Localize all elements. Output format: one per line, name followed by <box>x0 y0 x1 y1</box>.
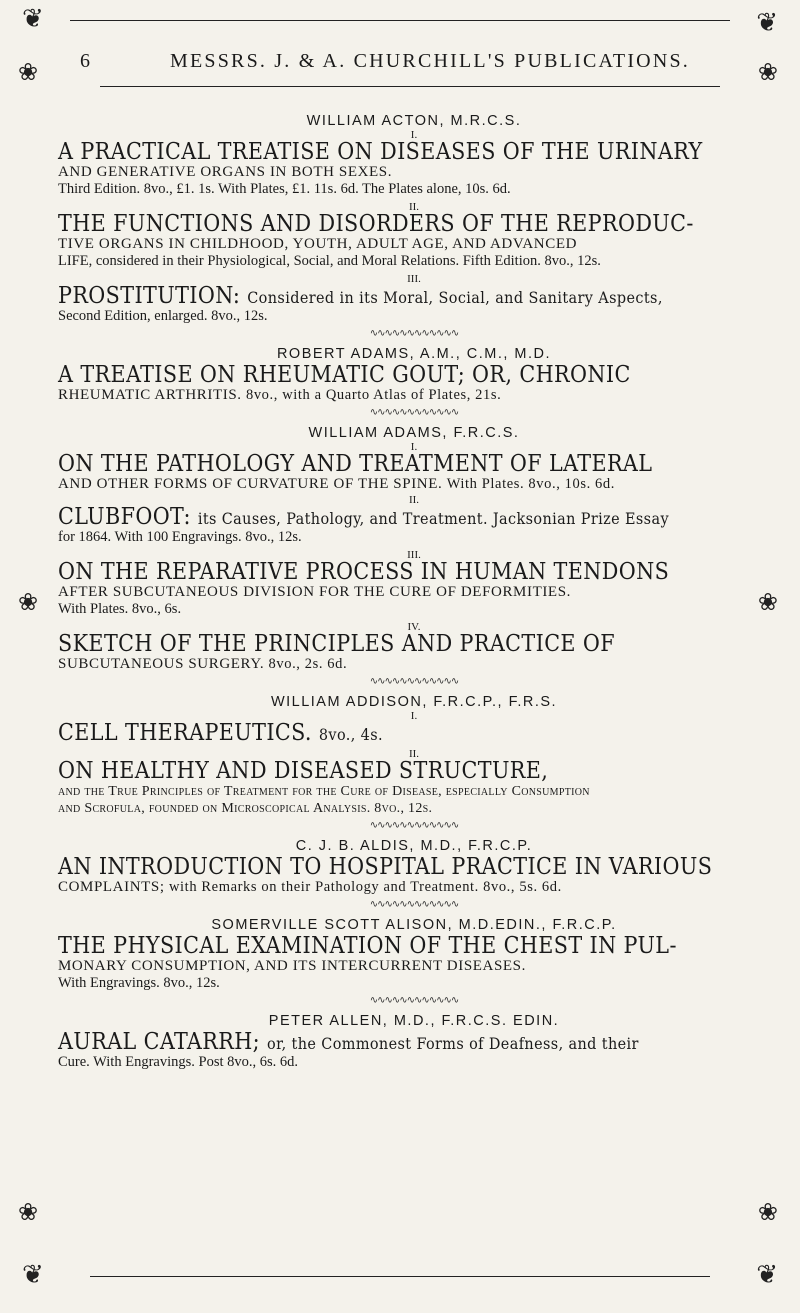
work-subtitle: 8vo., 4s. <box>318 725 383 744</box>
work-numeral: I. <box>410 129 418 141</box>
work-details: Second Edition, enlarged. 8vo., 12s. <box>58 308 268 324</box>
work-details: 8vo., with a Quarto Atlas of Plates, 21s. <box>245 387 502 403</box>
work-title: A TREATISE ON RHEUMATIC GOUT; OR, CHRONIC <box>58 362 631 388</box>
author-heading: C. J. B. ALDIS, M.D., F.R.C.P. <box>295 838 533 854</box>
catalogue-content <box>58 112 770 1071</box>
work-title: ON THE REPARATIVE PROCESS IN HUMAN TENDONS <box>58 559 670 585</box>
corner-ornament-bottom-right: ❦ <box>756 1260 778 1290</box>
work-numeral: I. <box>410 441 418 453</box>
work-title: SKETCH OF THE PRINCIPLES AND PRACTICE OF <box>58 631 616 657</box>
work-title-text: CLUBFOOT: <box>58 504 191 530</box>
work-title-text: PROSTITUTION: <box>58 283 241 309</box>
work-title <box>58 721 770 745</box>
page-number: 6 <box>80 50 92 72</box>
work-title: A PRACTICAL TREATISE ON DISEASES OF THE URINARY <box>58 139 703 165</box>
work-details: LIFE, considered in their Physiological, Social, and Moral Relations. Fifth Edition. 8vo., 12s. <box>58 253 601 269</box>
side-ornament-left-top: ❀ <box>18 58 39 86</box>
work-subtitle: AND GENERATIVE ORGANS IN BOTH SEXES. <box>58 164 393 180</box>
work-subtitle: TIVE ORGANS IN CHILDHOOD, YOUTH, ADULT AGE, AND ADVANCED <box>58 236 578 252</box>
work-subtitle-line <box>58 656 770 673</box>
work-subtitle: its Causes, Pathology, and Treatment. Jacksonian Prize Essay <box>197 509 669 528</box>
work-subtitle: RHEUMATIC ARTHRITIS. <box>58 387 242 403</box>
author-heading: WILLIAM ADDISON, F.R.C.P., F.R.S. <box>270 694 558 710</box>
work-numeral: II. <box>408 201 420 213</box>
work-details: With Engravings. 8vo., 12s. <box>58 975 220 991</box>
work-details: Cure. With Engravings. Post 8vo., 6s. 6d. <box>58 1054 299 1070</box>
work-details: 8vo., 2s. 6d. <box>268 656 348 672</box>
work-title: THE FUNCTIONS AND DISORDERS OF THE REPRODUC- <box>58 211 694 237</box>
side-ornament-right-bottom: ❀ <box>757 1198 778 1226</box>
author-heading: ROBERT ADAMS, A.M., C.M., M.D. <box>276 346 552 362</box>
work-subtitle: SUBCUTANEOUS SURGERY. <box>58 656 265 672</box>
work-numeral: III. <box>407 549 421 561</box>
corner-ornament-top-left: ❦ <box>22 4 44 34</box>
author-heading: SOMERVILLE SCOTT ALISON, M.D.EDIN., F.R.C.P. <box>211 917 617 933</box>
work-subtitle: and the True Principles of Treatment for the Cure of Disease, especially Consumption <box>58 784 590 799</box>
work-numeral: II. <box>408 748 420 760</box>
work-details: Third Edition. 8vo., £1. 1s. With Plates, £1. 11s. 6d. The Plates alone, 10s. 6d. <box>58 181 511 197</box>
header-rule <box>100 86 720 87</box>
side-ornament-left-mid: ❀ <box>18 588 39 616</box>
section-divider: ∿∿∿∿∿∿∿∿∿∿∿∿ <box>369 328 459 339</box>
work-details: With Plates. 8vo., 6s. <box>58 601 182 617</box>
work-subtitle: COMPLAINTS; <box>58 879 165 895</box>
author-heading: WILLIAM ADAMS, F.R.C.S. <box>308 425 520 441</box>
side-ornament-right-mid: ❀ <box>757 588 778 616</box>
work-title: AN INTRODUCTION TO HOSPITAL PRACTICE IN VARIOUS <box>58 854 713 880</box>
work-title: ON THE PATHOLOGY AND TREATMENT OF LATERAL <box>58 451 653 477</box>
side-ornament-left-bottom: ❀ <box>18 1198 39 1226</box>
work-subtitle-line <box>58 387 770 404</box>
page-title: MESSRS. J. & A. CHURCHILL'S PUBLICATIONS. <box>170 50 690 72</box>
section-divider: ∿∿∿∿∿∿∿∿∿∿∿∿ <box>369 676 459 687</box>
corner-ornament-bottom-left: ❦ <box>22 1260 44 1290</box>
work-title: THE PHYSICAL EXAMINATION OF THE CHEST IN PUL- <box>58 933 677 959</box>
work-title-text: AURAL CATARRH; <box>58 1029 261 1055</box>
work-title <box>58 505 770 529</box>
side-ornament-right-top: ❀ <box>757 58 778 86</box>
work-details: With Plates. 8vo., 10s. 6d. <box>446 476 615 492</box>
bottom-rule <box>90 1276 710 1277</box>
corner-ornament-top-right: ❦ <box>756 8 778 38</box>
section-divider: ∿∿∿∿∿∿∿∿∿∿∿∿ <box>369 995 459 1006</box>
work-title <box>58 284 770 308</box>
work-subtitle-line <box>58 879 770 896</box>
work-title-text: ON HEALTHY AND DISEASED STRUCTURE, <box>58 758 549 784</box>
work-subtitle: or, the Commonest Forms of Deafness, and their <box>267 1034 639 1053</box>
top-rule <box>70 20 730 21</box>
work-subtitle-line <box>58 476 770 493</box>
work-details: with Remarks on their Pathology and Treatment. 8vo., 5s. 6d. <box>168 879 562 895</box>
work-numeral: II. <box>408 494 420 506</box>
author-heading: WILLIAM ACTON, M.R.C.S. <box>306 113 522 129</box>
work-title-text: CELL THERAPEUTICS. <box>58 720 312 746</box>
work-title <box>58 759 770 783</box>
work-numeral: IV. <box>407 621 421 633</box>
section-divider: ∿∿∿∿∿∿∿∿∿∿∿∿ <box>369 820 459 831</box>
work-details: for 1864. With 100 Engravings. 8vo., 12s. <box>58 529 302 545</box>
work-subtitle: AND OTHER FORMS OF CURVATURE OF THE SPINE. <box>58 476 443 492</box>
section-divider: ∿∿∿∿∿∿∿∿∿∿∿∿ <box>369 407 459 418</box>
work-subtitle: AFTER SUBCUTANEOUS DIVISION FOR THE CURE OF DEFORMITIES. <box>58 584 571 600</box>
work-subtitle: MONARY CONSUMPTION, AND ITS INTERCURRENT DISEASES. <box>58 958 526 974</box>
work-numeral: III. <box>407 273 421 285</box>
work-subtitle: Considered in its Moral, Social, and Sanitary Aspects, <box>247 288 663 307</box>
work-title <box>58 1030 770 1054</box>
work-numeral: I. <box>410 710 418 722</box>
work-details: and Scrofula, founded on Microscopical Analysis. 8vo., 12s. <box>58 801 433 816</box>
section-divider: ∿∿∿∿∿∿∿∿∿∿∿∿ <box>369 899 459 910</box>
author-heading: PETER ALLEN, M.D., F.R.C.S. EDIN. <box>268 1013 560 1029</box>
